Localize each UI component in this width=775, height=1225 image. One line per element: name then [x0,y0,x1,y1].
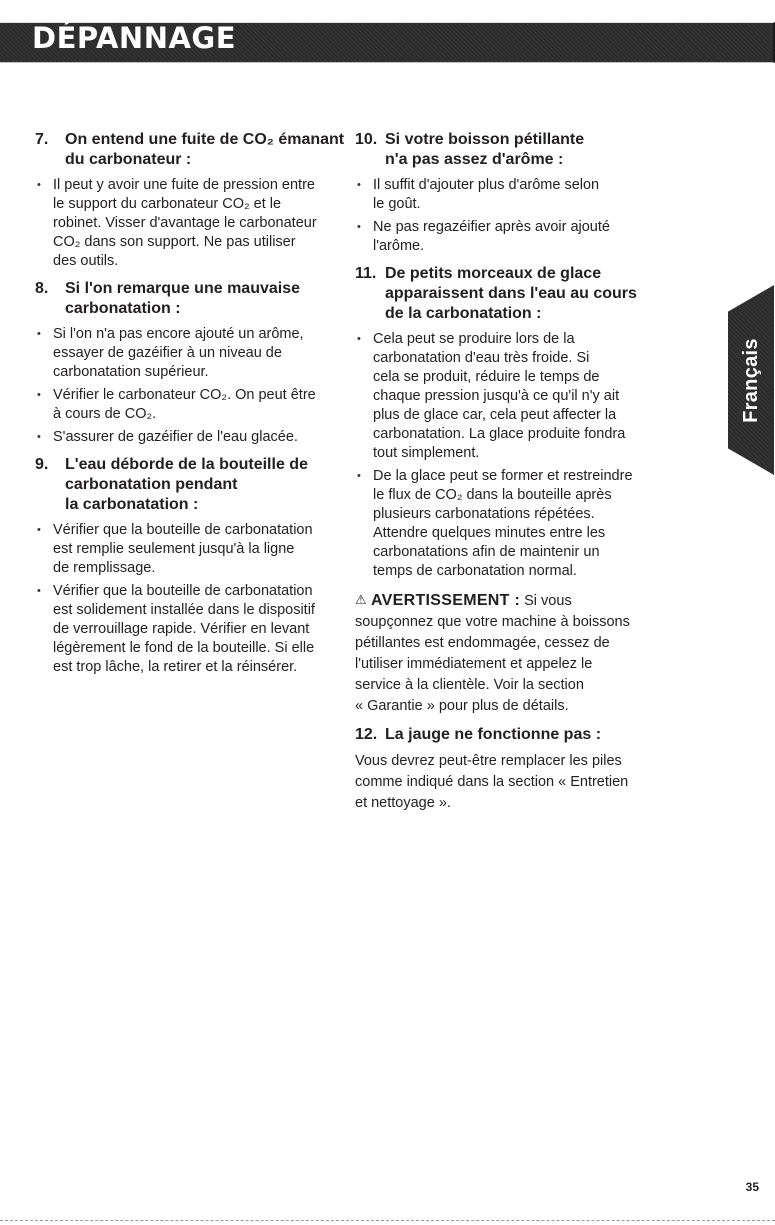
warning-first-line [355,589,725,612]
warning-line: l'utiliser immédiatement et appelez le [355,656,593,672]
bullet-line: des outils. [53,253,119,269]
bullet-line: carbonatations afin de maintenir un [373,544,600,560]
bullet-line: carbonatation d'eau très froide. Si [373,350,590,366]
bullet-line: • Vérifier que la bouteille de carbonatation [53,583,313,599]
heading-line: la carbonatation : [65,496,199,513]
heading-line: On entend une fuite de CO₂ émanant [65,131,345,148]
warning-block [355,589,725,717]
bullet-line: chaque pression jusqu'à ce qu'il n'y ait [373,388,620,404]
heading-line: Si votre boisson pétillante [385,131,585,148]
warning-line: pétillantes est endommagée, cessez de [355,635,610,651]
right-sections [355,130,725,581]
bullet-item [35,325,380,382]
left-column [35,130,380,685]
heading-line: De petits morceaux de glace [385,265,602,282]
troubleshooting-section [35,455,380,677]
bullet-line: le goût. [373,196,421,212]
section-number: 10. [355,131,378,148]
warning-icon: ⚠ [355,592,367,607]
page-number: 35 [745,1180,759,1194]
text-line: comme indiqué dans la section « Entretien [355,774,629,790]
bullet-line: à cours de CO₂. [53,406,157,422]
right-column [355,130,725,822]
section-12-text [355,751,725,814]
bullet-item [35,386,380,424]
section-heading [35,130,380,170]
heading-line: Si l'on remarque une mauvaise [65,280,300,297]
bullet-item [355,218,725,256]
bullet-line: • Cela peut se produire lors de la [373,331,575,347]
troubleshooting-section [35,130,380,271]
heading-line: carbonatation : [65,300,181,317]
section-number: 7. [35,131,49,148]
bullet-line: • Ne pas regazéifier après avoir ajouté [373,219,610,235]
bullet-item [35,176,380,271]
bullet-line: temps de carbonatation normal. [373,563,577,579]
bullet-line: est solidement installée dans le dispositif [53,602,315,618]
bullet-line: légèrement le fond de la bouteille. Si elle [53,640,315,656]
bullet-item [35,582,380,677]
section-heading [355,264,725,324]
heading-line: La jauge ne fonctionne pas : [385,726,602,743]
section-number: 9. [35,456,49,473]
bottom-rule [0,1220,775,1221]
heading-line: apparaissent dans l'eau au cours [385,285,637,302]
page-title: DÉPANNAGE [32,21,237,55]
bullet-line: est remplie seulement jusqu'à la ligne [53,541,295,557]
section-number: 12. [355,726,378,743]
bullet-line: • Si l'on n'a pas encore ajouté un arôme, [53,326,304,342]
troubleshooting-section [355,264,725,581]
warning-label: AVERTISSEMENT : [371,592,521,609]
warning-line: soupçonnez que votre machine à boissons [355,614,630,630]
bullet-line: de remplissage. [53,560,156,576]
bullet-line: tout simplement. [373,445,480,461]
bullet-line: • De la glace peut se former et restreindre [373,468,633,484]
bullet-line: carbonatation supérieur. [53,364,209,380]
bullet-item [355,467,725,581]
section-number: 8. [35,280,49,297]
bullet-line: plus de glace car, cela peut affecter la [373,407,617,423]
bullet-line: • Il peut y avoir une fuite de pression entre [53,177,315,193]
bullet-list [35,176,380,271]
text-line: et nettoyage ». [355,795,451,811]
warning-text: Si vous [524,593,572,609]
heading-line: de la carbonatation : [385,305,542,322]
bullet-line: cela se produit, réduire le temps de [373,369,600,385]
bullet-item [355,330,725,463]
heading-line: L'eau déborde de la bouteille de [65,456,308,473]
bullet-line: le support du carbonateur CO₂ et le [53,196,282,212]
bullet-list [355,330,725,581]
section-heading [35,279,380,319]
section-heading [35,455,380,515]
section-heading [355,725,725,745]
bullet-line: • Il suffit d'ajouter plus d'arôme selon [373,177,600,193]
bullet-item [355,176,725,214]
bullet-line: robinet. Visser d'avantage le carbonateur [53,215,317,231]
bullet-list [35,325,380,447]
warning-line: service à la clientèle. Voir la section [355,677,584,693]
bullet-line: le flux de CO₂ dans la bouteille après [373,487,612,503]
bullet-list [355,176,725,256]
section-12 [355,725,725,814]
bullet-line: • Vérifier que la bouteille de carbonatation [53,522,313,538]
language-tab-label: Français [739,337,762,423]
bullet-line: de verrouillage rapide. Vérifier en levant [53,621,310,637]
warning-line: « Garantie » pour plus de détails. [355,698,569,714]
section-heading [355,130,725,170]
troubleshooting-section [355,130,725,256]
bullet-line: est trop lâche, la retirer et la réinsérer. [53,659,298,675]
bullet-line: carbonatation. La glace produite fondra [373,426,626,442]
heading-line: carbonatation pendant [65,476,238,493]
bullet-line: CO₂ dans son support. Ne pas utiliser [53,234,296,250]
language-tab-label-wrap [728,285,774,475]
bullet-line: essayer de gazéifier à un niveau de [53,345,282,361]
bullet-item [35,521,380,578]
bullet-item [35,428,380,447]
heading-line: du carbonateur : [65,151,192,168]
bullet-line: • Vérifier le carbonateur CO₂. On peut être [53,387,316,403]
section-number: 11. [355,265,377,282]
bullet-line: plusieurs carbonatations répétées. [373,506,595,522]
text-line: Vous devrez peut-être remplacer les piles [355,753,622,769]
bullet-list [35,521,380,677]
bullet-line: Attendre quelques minutes entre les [373,525,606,541]
bullet-line: • S'assurer de gazéifier de l'eau glacée. [53,429,298,445]
troubleshooting-section [35,279,380,447]
bullet-line: l'arôme. [373,238,425,254]
heading-line: n'a pas assez d'arôme : [385,151,564,168]
